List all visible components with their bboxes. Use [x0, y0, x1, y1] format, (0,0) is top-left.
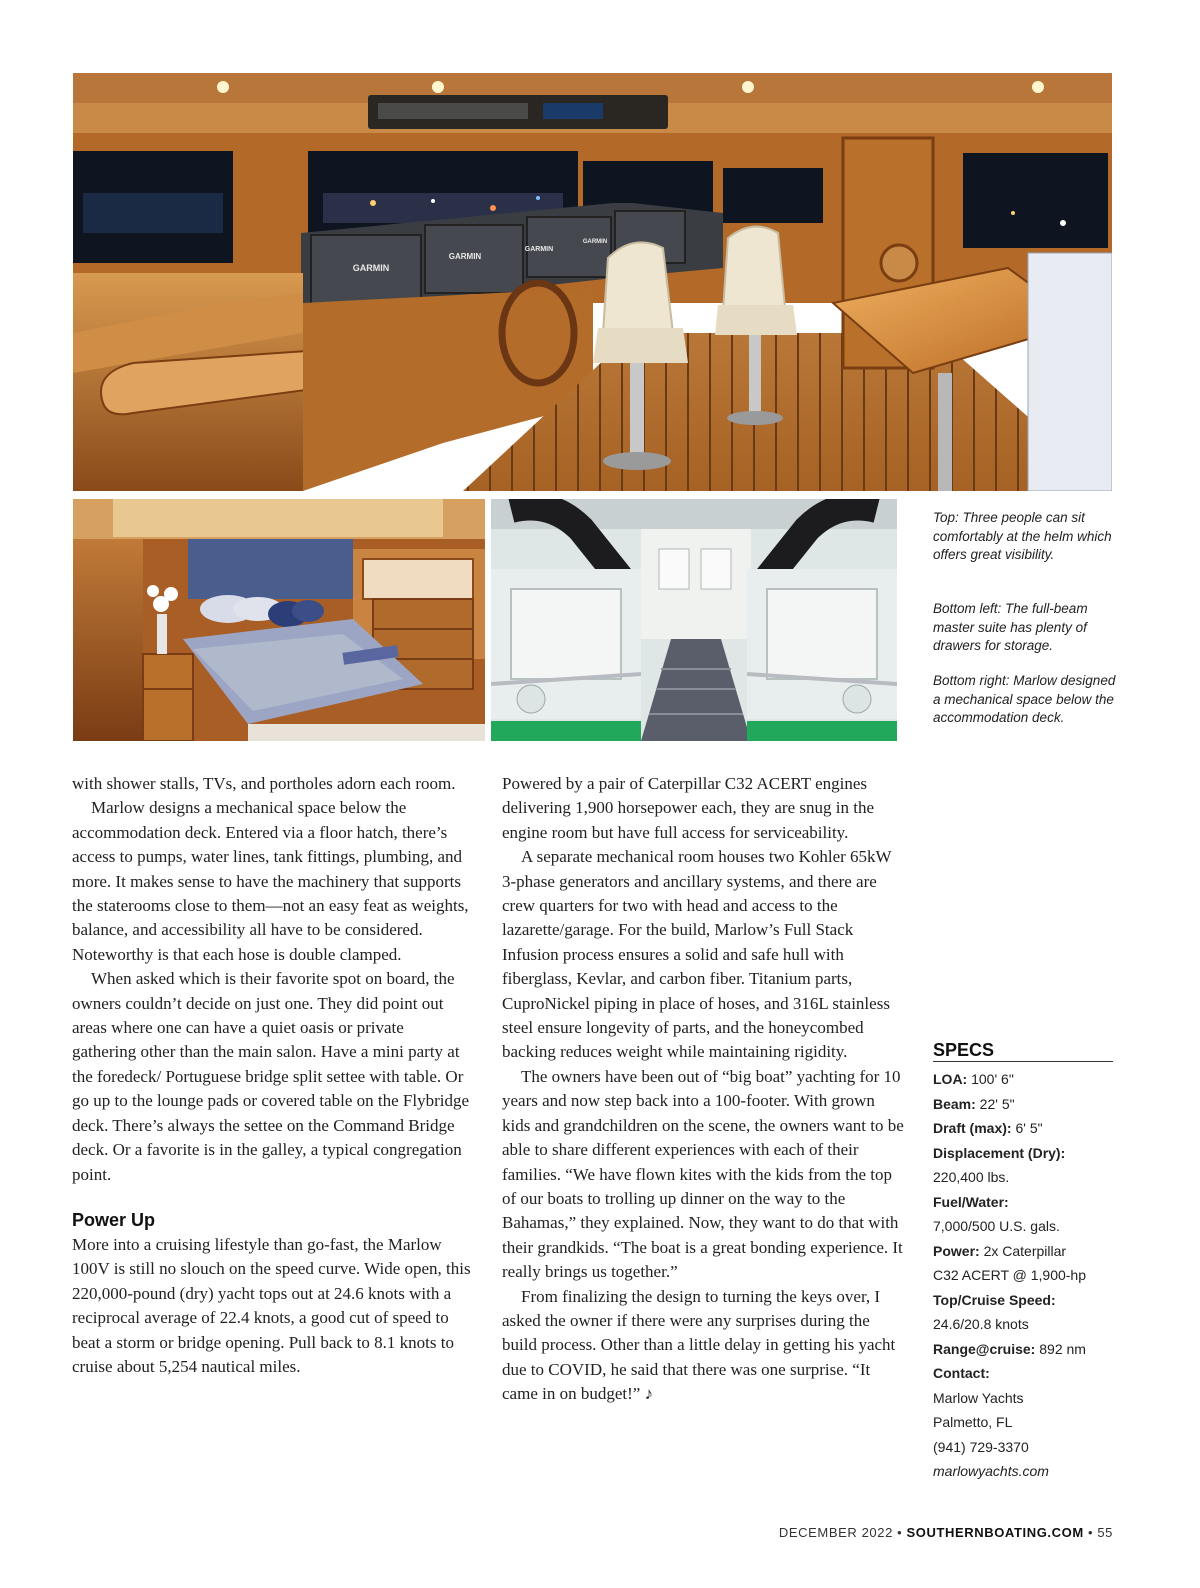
spec-value: 6' 5"	[1011, 1120, 1043, 1136]
paragraph: with shower stalls, TVs, and portholes adorn each room.	[72, 774, 456, 793]
spec-fuel-label: Fuel/Water:	[933, 1193, 1009, 1210]
spec-contact-name: Marlow Yachts	[933, 1389, 1024, 1406]
page-footer	[779, 1525, 1113, 1540]
spec-draft	[933, 1116, 1113, 1141]
spec-fuel-value: 7,000/500 U.S. gals.	[933, 1218, 1060, 1234]
paragraph: Powered by a pair of Caterpillar C32 ACERT engines delivering 1,900 horsepower each, they are snug in the engine room but have full access for serviceability.	[502, 774, 874, 842]
spec-label: LOA:	[933, 1071, 968, 1087]
paragraph: When asked which is their favorite spot on board, the owners couldn’t decide on just one. They did point out areas where one can have a quiet oasis or private gathering other than the main salon. Have a mini party at the foredeck/ Portuguese bridge split settee with table. Or go up to the lounge pads or covered table on the Flybridge deck. There’s always the settee on the Command Bridge deck. Or a favorite is in the galley, a typical congregation point.	[72, 969, 470, 1184]
spec-speed-label: Top/Cruise Speed:	[933, 1291, 1056, 1308]
caption-bottom-left: Bottom left: The full-beam master suite has plenty of drawers for storage.	[933, 601, 1088, 653]
article-column-1	[72, 772, 472, 1379]
spec-speed-value: 24.6/20.8 knots	[933, 1316, 1029, 1332]
subheading-power-up: Power Up	[72, 1209, 156, 1230]
spec-beam	[933, 1092, 1113, 1117]
garmin-logo: GARMIN	[352, 263, 390, 273]
paragraph: More into a cruising lifestyle than go-fast, the Marlow 100V is still no slouch on the speed curve. Wide open, this 220,000-pound (dry) yacht tops out at 24.6 knots with a reciprocal average of 22.4 knots, a good cut of speed to beat a storm or bridge opening. Pull back to 8.1 knots to cruise about 5,254 nautical miles.	[72, 1234, 471, 1376]
spec-range	[933, 1337, 1113, 1362]
paragraph: A separate mechanical room houses two Kohler 65kW 3-phase generators and ancillary systems, and there are crew quarters for two with head and access to the lazarette/garage. For the build, Marlow’s Full Stack Infusion process ensures a solid and safe hull with fiberglass, Kevlar, and carbon fiber. Titanium parts, CuproNickel piping in place of hoses, and 316L stainless steel ensure longevity of parts, and the honeycombed backing reduces weight while maintaining rigidity.	[502, 847, 892, 1062]
spec-value: 892 nm	[1035, 1340, 1086, 1357]
spec-contact-website: marlowyachts.com	[933, 1463, 1049, 1479]
spec-label: Range@cruise:	[933, 1340, 1036, 1357]
paragraph-text: From finalizing the design to turning the keys over, I asked the owner if there were any surprises during the build process. Other than a little delay in getting his yacht due to COVID, he said that there was one surprise. “It came in on budget!”	[502, 1286, 896, 1404]
footer-site: SOUTHERNBOATING.COM	[906, 1525, 1084, 1540]
spec-displacement-value: 220,400 lbs.	[933, 1169, 1010, 1185]
caption-top: Top: Three people can sit comfortably at the helm which offers great visibility.	[933, 510, 1112, 562]
spec-displacement-label: Displacement (Dry):	[933, 1144, 1066, 1161]
master-suite-photo	[73, 499, 485, 741]
spec-loa	[933, 1067, 1113, 1092]
spec-value: 2x Caterpillar	[979, 1242, 1067, 1259]
specs-title: SPECS	[933, 1040, 1113, 1062]
end-mark-icon: ♪	[644, 1384, 654, 1404]
garmin-logo: GARMIN	[524, 246, 554, 253]
footer-date: DECEMBER 2022 •	[778, 1525, 907, 1540]
spec-contact-label: Contact:	[933, 1365, 990, 1381]
paragraph	[502, 1285, 906, 1407]
article-column-2	[502, 772, 906, 1407]
spec-power-value: C32 ACERT @ 1,900-hp	[933, 1267, 1087, 1283]
footer-page-number: • 55	[1083, 1525, 1113, 1540]
paragraph: The owners have been out of “big boat” yachting for 10 years and now step back into a 100-footer. With grown kids and grandchildren on the scene, the owners want to be able to share different experiences with each of their families. “We have flown kites with the kids from the top of our boats to trolling up dinner on the way to the Bahamas,” they explained. Now, they want to do that with their grandkids. “The boat is a great bonding experience. It really brings us together.”	[502, 1066, 904, 1282]
spec-contact-city: Palmetto, FL	[933, 1414, 1013, 1430]
specs-box	[933, 1040, 1113, 1484]
spec-label: Draft (max):	[933, 1120, 1012, 1136]
garmin-logo: GARMIN	[582, 239, 608, 245]
caption-bottom-right: Bottom right: Marlow designed a mechanical space below the accommodation deck.	[933, 673, 1116, 725]
spec-value: 100' 6"	[967, 1071, 1014, 1087]
paragraph: Marlow designs a mechanical space below the accommodation deck. Entered via a floor hatch, there’s access to pumps, water lines, tank fittings, plumbing, and more. It makes sense to have the machinery that supports the staterooms close to them—not an easy feat as weights, balance, and accessibility all have to be considered. Noteworthy is that each hose is double clamped.	[72, 798, 469, 964]
spec-power	[933, 1239, 1113, 1264]
spec-contact-phone: (941) 729-3370	[933, 1438, 1029, 1455]
engine-room-photo	[491, 499, 897, 741]
spec-label: Beam:	[933, 1095, 976, 1112]
spec-label: Power:	[933, 1242, 980, 1259]
helm-photo	[73, 73, 1112, 491]
spec-value: 22' 5"	[975, 1095, 1015, 1112]
garmin-logo: GARMIN	[448, 252, 482, 261]
